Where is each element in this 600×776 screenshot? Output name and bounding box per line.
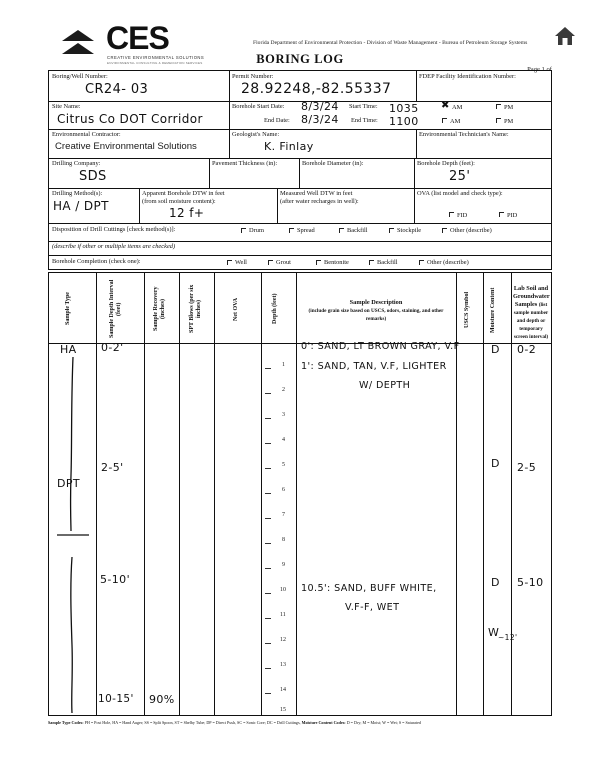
end-date-label: End Date: [264,117,290,124]
ova-label: OVA (list model and check type): [417,190,503,197]
drilling-methods-label: Drilling Method(s): [52,190,103,197]
drilling-company-value: SDS [79,169,107,184]
footer-codes [48,720,552,725]
col-divider-2 [144,273,145,715]
sample-depth-interval-1: 0-2' [101,341,124,354]
agency-line: Florida Department of Environmental Protection - Division of Waste Management - Bureau of Petroleum Storage Systems [253,40,528,46]
table-header-divider [49,343,551,344]
permit-number-label: Permit Number: [232,73,274,80]
moisture-content-3: D [491,576,500,589]
moisture-content-2: D [491,457,500,470]
borehole-completion-label: Borehole Completion (check one): [52,258,141,265]
sample-depth-interval-3: 5-10' [100,573,130,586]
lab-sample-1: 0-2 [517,343,537,356]
col-divider-7 [456,273,457,715]
sample-type-value-2: DPT [57,477,81,490]
drilling-methods-value: HA / DPT [53,199,109,213]
logo-tagline: CREATIVE ENVIRONMENTAL SOLUTIONS [107,55,205,60]
completion-bentonite-checkbox[interactable] [316,260,321,265]
moisture-content-4-depth: ~12' [498,633,518,642]
ova-fid-checkbox[interactable] [449,212,454,217]
boring-well-number-label: Boring/Well Number: [52,73,108,80]
header-uscs-symbol: USCS Symbol [464,291,470,329]
lab-sample-3: 5-10 [517,576,544,589]
home-icon [553,24,577,48]
footer-sample-type-codes: PH = Post Hole, HA = Hand Auger; SS = Split Spoon, ST = Shelby Tube; DP = Direct Push, SC = Sonic Core; DC = Drill Cuttings, [84,720,301,725]
masthead [48,20,552,73]
start-time-value: 1035 [389,102,419,115]
disposition-stockpile-checkbox[interactable] [389,228,394,233]
footer-sample-type-codes-label: Sample Type Codes: [48,720,84,725]
page-number-label: Page 1 of [527,66,552,73]
col-divider-9 [511,273,512,715]
completion-other-checkbox[interactable] [419,260,424,265]
header-sample-type: Sample Type [65,292,71,326]
col-divider-8 [483,273,484,715]
start-pm-checkbox[interactable] [496,104,501,109]
col-divider-5 [261,273,262,715]
disposition-note: (describe if other or multiple items are checked) [52,243,176,250]
sample-description-line-5: V.F-F, WET [345,602,400,613]
disposition-drum-checkbox[interactable] [241,228,246,233]
borehole-start-date-value: 8/3/24 [301,100,339,113]
col-divider-3 [179,273,180,715]
header-sample-depth-interval: Sample Depth Interval (feet) [109,279,122,339]
header-spt-blows: SPT Blows (per six inches) [189,284,202,334]
environmental-technician-label: Environmental Technician's Name: [419,131,509,138]
moisture-content-4: W [488,626,500,639]
sample-description-line-2: 1': SAND, TAN, V.F, LIGHTER [301,361,447,372]
end-time-value: 1100 [389,115,419,128]
header-moisture-content: Moisture Content [490,287,496,333]
pavement-thickness-label: Pavement Thickness (in): [212,160,278,167]
disposition-backfill-label: Backfill [347,227,368,234]
logo-wordmark: CES [106,20,169,56]
header-lab-samples-main: Lab Soil and Groundwater Samples [513,285,550,308]
completion-grout-checkbox[interactable] [268,260,273,265]
sample-type-bracket-line [49,335,96,715]
sample-description-line-3: W/ DEPTH [359,380,411,391]
borehole-depth-value: 25' [449,169,471,184]
borehole-diameter-label: Borehole Diameter (in): [302,160,364,167]
sample-depth-interval-2: 2-5' [101,461,124,474]
disposition-label: Disposition of Drill Cuttings [check method(s)]: [52,226,176,233]
end-pm-label: PM [504,118,514,125]
end-date-value: 8/3/24 [301,113,339,126]
end-time-label: End Time: [351,117,378,124]
moisture-content-1: D [491,343,500,356]
ova-fid-label: FID [457,212,468,219]
start-pm-label: PM [504,104,514,111]
disposition-other-checkbox[interactable] [442,228,447,233]
disposition-backfill-checkbox[interactable] [339,228,344,233]
site-name-label: Site Name: [52,103,81,110]
page-title: BORING LOG [256,52,344,66]
header-depth: Depth (feet) [272,293,278,325]
permit-number-value: 28.92248,-82.55337 [241,81,392,97]
environmental-contractor-value: Creative Environmental Solutions [55,141,197,152]
completion-bentonite-label: Bentonite [324,259,349,266]
measured-dtw-label: Measured Well DTW in feet [280,190,353,197]
sample-recovery-1: 90% [149,693,175,706]
geologist-name-value: K. Finlay [264,140,314,153]
boring-well-number-value: CR24- 03 [85,82,149,97]
borehole-start-date-label: Borehole Start Date: [232,103,285,110]
fdep-facility-id-label: FDEP Facility Identification Number: [419,73,516,80]
measured-dtw-sublabel: (after water recharges in well): [280,198,359,205]
apparent-dtw-value: 12 f+ [169,206,205,220]
drilling-company-label: Drilling Company: [52,160,101,167]
sample-description-line-1: 0': SAND, LT BROWN GRAY, V.F [301,341,460,352]
sample-depth-interval-4: 10-15' [98,693,134,705]
ova-pid-label: PID [507,212,518,219]
environmental-contractor-label: Environmental Contractor: [52,131,121,138]
completion-well-label: Well [235,259,247,266]
completion-grout-label: Grout [276,259,291,266]
borehole-depth-label: Borehole Depth (feet): [417,160,475,167]
header-sample-description-main: Sample Description [349,299,403,306]
header-sample-description-sub: (include grain size based on USCS, odors, staining, and other remarks) [308,308,444,322]
sample-description-line-4: 10.5': SAND, BUFF WHITE, [301,583,437,594]
start-time-label: Start Time: [349,103,378,110]
apparent-dtw-sublabel: (from soil moisture content): [142,198,216,205]
disposition-drum-label: Drum [249,227,264,234]
end-am-label: AM [450,118,461,125]
end-pm-checkbox[interactable] [496,118,501,123]
header-sample-recovery: Sample Recovery (inches) [153,286,166,332]
disposition-other-label: Other (describe) [450,227,492,234]
geologist-name-label: Geologist's Name: [232,131,280,138]
start-am-checkbox[interactable]: ✖ [441,100,450,111]
start-am-label: AM [452,104,463,111]
col-divider-1 [96,273,97,715]
sample-type-value-1: HA [60,343,77,356]
boring-log-table: Sample Type Sample Depth Interval (feet) Sample Recovery (inches) SPT Blows (per six inches) Net OVA Depth (feet) Sample Description (include grain size based on USCS, odors, staining, and other remarks) USCS Symbol Moisture Content Lab Soil and Groundwater Samples (list sample number and depth or temporary screen interval) HA DPT 0-2' 2-5' 5-10' 10-15' 90% 1 2 3 4 5 6 7 8 9 10 11 12 13 14 15 0': SAND, LT BROWN GRAY, V.F 1': SAND, TAN, V.F, LIGHTER W/ DEPTH 10.5': SAND, BUFF WHITE, V.F-F, WET D D D W ~12' 0-2 2-5 5-10 [48,272,552,716]
footer-moisture-codes: D = Dry; M = Moist; W = Wet; S = Saturated [346,720,421,725]
ova-pid-checkbox[interactable] [499,212,504,217]
disposition-spread-label: Spread [297,227,315,234]
apparent-dtw-label: Apparent Borehole DTW in feet [142,190,225,197]
end-am-checkbox[interactable] [442,118,447,123]
completion-other-label: Other (describe) [427,259,469,266]
logo-tagline-secondary: ENVIRONMENTAL CONSULTING & REMEDIATION SERVICES [107,61,203,65]
header-lab-samples-sub: (list sample number and depth or temporary screen interval) [513,302,549,340]
disposition-stockpile-label: Stockpile [397,227,422,234]
completion-backfill-label: Backfill [377,259,398,266]
footer-moisture-codes-label: Moisture Content Codes: [301,720,346,725]
lab-sample-2: 2-5 [517,461,537,474]
disposition-spread-checkbox[interactable] [289,228,294,233]
col-divider-6 [296,273,297,715]
form-header-block [48,70,552,270]
header-sample-description [300,299,452,323]
col-divider-4 [214,273,215,715]
header-lab-samples [513,285,549,341]
header-net-ova: Net OVA [233,297,239,321]
completion-backfill-checkbox[interactable] [369,260,374,265]
site-name-value: Citrus Co DOT Corridor [57,112,203,126]
completion-well-checkbox[interactable] [227,260,232,265]
